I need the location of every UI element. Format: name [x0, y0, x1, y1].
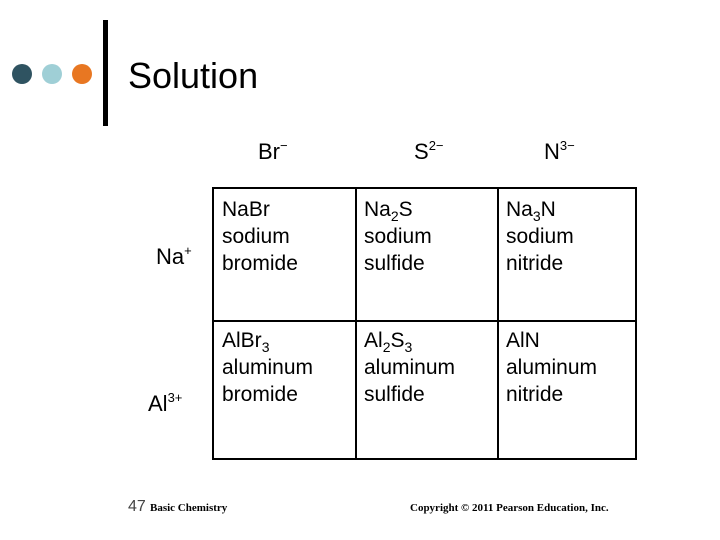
row-header-charge: + — [184, 243, 192, 258]
cell-name-line1: sodium — [364, 225, 432, 248]
cell-formula: $Al_2S_3$ — [364, 329, 413, 355]
cell-formula: AlBr$_3$ — [222, 329, 270, 355]
decor-dot-dark — [12, 64, 32, 84]
col-header-sulfide — [414, 140, 444, 164]
cell-formula: AlN — [506, 329, 540, 352]
page-number: 47 — [128, 498, 146, 515]
cell-name-line2: nitride — [506, 252, 564, 275]
cell-name-line1: sodium — [222, 225, 290, 248]
decor-dot-light — [42, 64, 62, 84]
cell-name-line1: sodium — [506, 225, 574, 248]
row-header-symbol: Na — [156, 244, 185, 269]
cell-name-line2: nitride — [506, 383, 564, 406]
col-header-bromide — [258, 140, 288, 164]
row-header-charge: 3+ — [167, 390, 183, 405]
cell-sodium-nitride — [506, 196, 574, 277]
slide-title: Solution — [128, 55, 259, 96]
col-header-nitride — [544, 140, 575, 164]
row-header-sodium — [156, 245, 192, 269]
grid-divider — [497, 189, 499, 458]
cell-name-line1: aluminum — [222, 356, 314, 379]
row-header-symbol: Al — [148, 391, 168, 416]
grid-divider — [214, 320, 635, 322]
cell-name-line2: bromide — [222, 383, 298, 406]
cell-name-line2: bromide — [222, 252, 298, 275]
cell-aluminum-bromide — [222, 327, 313, 408]
cell-aluminum-sulfide — [364, 327, 455, 408]
cell-aluminum-nitride — [506, 327, 597, 408]
cell-name-line1: aluminum — [364, 356, 456, 379]
col-header-charge: 3− — [559, 138, 575, 153]
decor-dot-orange — [72, 64, 92, 84]
col-header-charge: 2− — [428, 138, 444, 153]
col-header-symbol: S — [414, 139, 429, 164]
title-divider — [103, 20, 108, 126]
col-header-symbol: Br — [258, 139, 280, 164]
cell-name-line2: sulfide — [364, 383, 425, 406]
cell-name-line1: aluminum — [506, 356, 598, 379]
footer-copyright: Copyright © 2011 Pearson Education, Inc. — [410, 502, 609, 514]
footer-book-title: Basic Chemistry — [150, 502, 228, 514]
cell-sodium-bromide — [222, 196, 298, 277]
cell-formula: $Na_3N$ — [506, 198, 556, 224]
cell-formula: $Na_2S$ — [364, 198, 413, 224]
grid-divider — [355, 189, 357, 458]
cell-formula: NaBr — [222, 198, 270, 221]
row-header-aluminum — [148, 392, 182, 416]
cell-sodium-sulfide — [364, 196, 432, 277]
col-header-symbol: N — [544, 139, 560, 164]
col-header-charge: − — [280, 138, 288, 153]
cell-name-line2: sulfide — [364, 252, 425, 275]
